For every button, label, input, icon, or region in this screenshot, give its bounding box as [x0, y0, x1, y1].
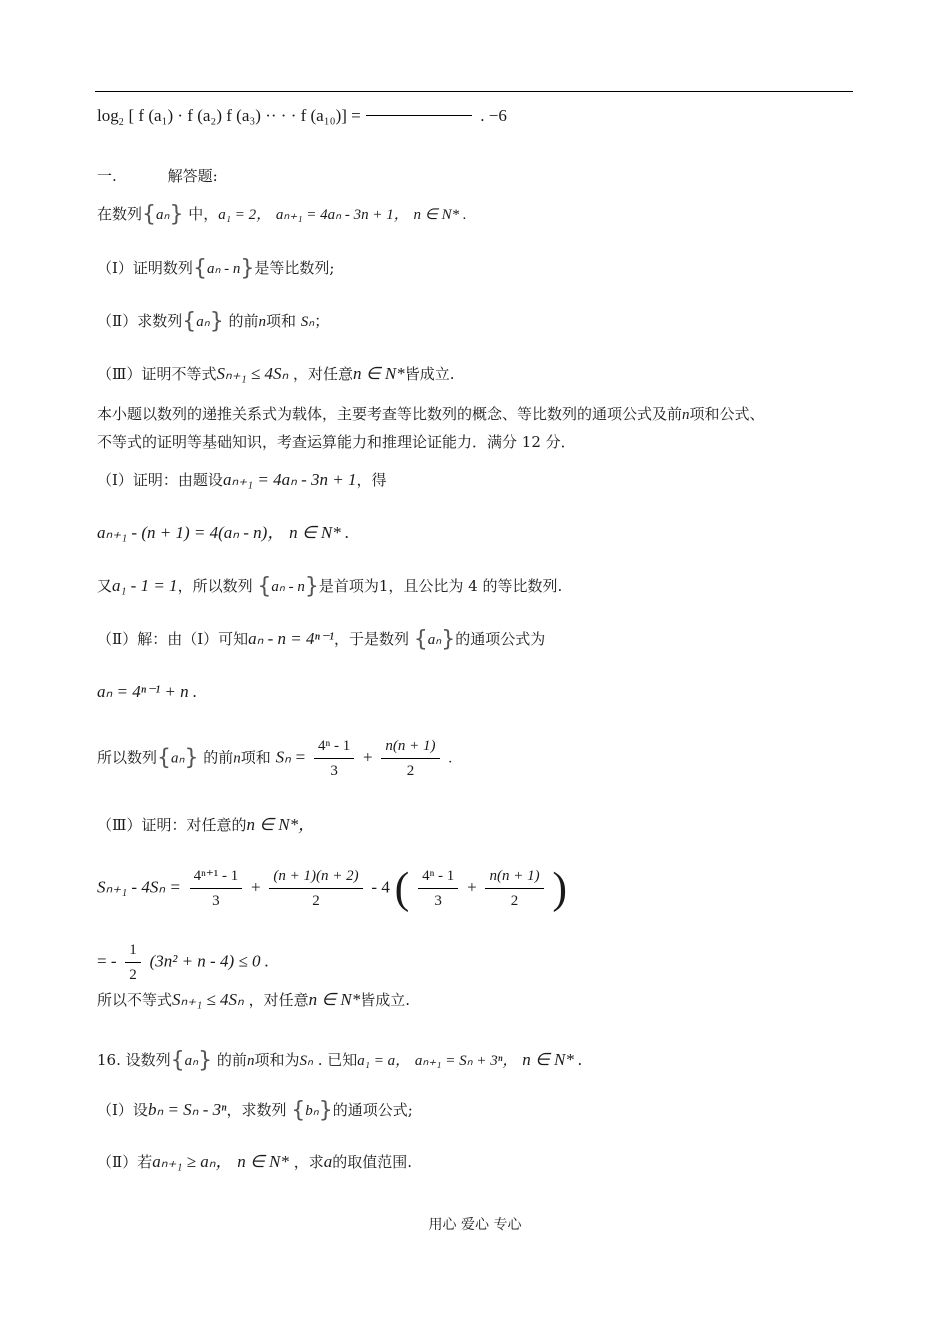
- log-expression: [ f (a₁) · f (a₂) f (a₃) ·· · · f (a₁₀)] =: [128, 106, 361, 125]
- problem-16-q2: （Ⅱ）若aₙ₊₁ ≥ aₙ， n ∈ N* ，求a的取值范围.: [97, 1152, 412, 1171]
- problem-15-q2: （Ⅱ）求数列{aₙ} 的前n项和 Sₙ；: [97, 309, 330, 334]
- problem-16-q1: （Ⅰ）设bₙ = Sₙ - 3ⁿ，求数列 {bₙ}的通项公式;: [97, 1098, 413, 1123]
- problem-15-q1: （Ⅰ）证明数列{aₙ - n}是等比数列;: [97, 256, 335, 281]
- solution-2-line: （Ⅱ）解：由（Ⅰ）可知aₙ - n = 4ⁿ⁻¹，于是数列 {aₙ}的通项公式为: [97, 627, 546, 652]
- half-fraction: $\frac{1}{2}$: [125, 940, 141, 985]
- section-heading: 一. 解答题:: [97, 167, 218, 185]
- sum-fraction-1: $\frac{\text{4ⁿ - 1}}{3}$: [314, 736, 354, 781]
- solution-3-result: = - $\frac{1}{2}$ (3n² + n - 4) ≤ 0 .: [97, 942, 269, 983]
- diff-fraction-4: $\frac{n(n + 1)}{2}$: [485, 866, 543, 911]
- diff-fraction-3: $\frac{\text{4ⁿ - 1}}{3}$: [418, 866, 458, 911]
- answer-text: . −6: [480, 106, 507, 125]
- answer-blank: [366, 115, 472, 116]
- analysis-line-1: 本小题以数列的递推关系式为载体，主要考查等比数列的概念、等比数列的通项公式及前n项和公式、: [97, 405, 765, 423]
- solution-2-general-term: aₙ = 4ⁿ⁻¹ + n .: [97, 682, 198, 701]
- diff-fraction-1: $\frac{\text{4ⁿ⁺¹ - 1}}{3}$: [190, 866, 243, 911]
- problem-15-statement: 在数列{aₙ} 中，a₁ = 2， aₙ₊₁ = 4aₙ - 3n + 1， n ∈ N* .: [97, 202, 467, 227]
- analysis-line-2: 不等式的证明等基础知识，考查运算能力和推理论证能力．满分 12 分．: [97, 433, 576, 451]
- solution-1-line: （Ⅰ）证明：由题设aₙ₊₁ = 4aₙ - 3n + 1，得: [97, 470, 387, 489]
- solution-1-equation: aₙ₊₁ - (n + 1) = 4(aₙ - n)， n ∈ N* .: [97, 523, 350, 542]
- problem-16-statement: 16. 设数列{aₙ} 的前n项和为Sₙ . 已知a₁ = a， aₙ₊₁ = Sₙ + 3ⁿ， n ∈ N* .: [97, 1048, 583, 1073]
- solution-2-sum: 所以数列{aₙ} 的前n项和 Sₙ = $\frac{\text{4ⁿ - 1}}{3}$ + $\frac{n(n + 1)}{2}$ .: [97, 738, 453, 779]
- fill-blank-line: $\log_2$ [ f (a₁) · f (a₂) f (a₃) ·· · · f (a₁₀)] = . −6: [97, 106, 507, 128]
- diff-fraction-2: $\frac{(n + 1)(n + 2)}{2}$: [269, 866, 362, 911]
- solution-3-line: （Ⅲ）证明：对任意的n ∈ N*，: [97, 815, 316, 834]
- log-symbol: log: [97, 106, 119, 125]
- sum-fraction-2: $\frac{n(n + 1)}{2}$: [381, 736, 439, 781]
- solution-3-conclusion: 所以不等式Sₙ₊₁ ≤ 4Sₙ ，对任意n ∈ N*皆成立.: [97, 990, 411, 1009]
- solution-1-conclusion: 又a₁ - 1 = 1，所以数列 {aₙ - n}是首项为1，且公比为 4 的等比数列.: [97, 574, 563, 599]
- page-footer: 用心 爱心 专心: [428, 1217, 522, 1233]
- solution-3-difference: Sₙ₊₁ - 4Sₙ = $\frac{\text{4ⁿ⁺¹ - 1}}{3}$ + $\frac{(n + 1)(n + 2)}{2}$ - 4 ( $\frac{\text{4ⁿ - 1}}{3}$ + $\frac{n(n + 1)}{2}$ ): [97, 863, 568, 913]
- header-rule: [95, 91, 853, 92]
- problem-15-q3: （Ⅲ）证明不等式Sₙ₊₁ ≤ 4Sₙ ，对任意n ∈ N*皆成立.: [97, 364, 455, 383]
